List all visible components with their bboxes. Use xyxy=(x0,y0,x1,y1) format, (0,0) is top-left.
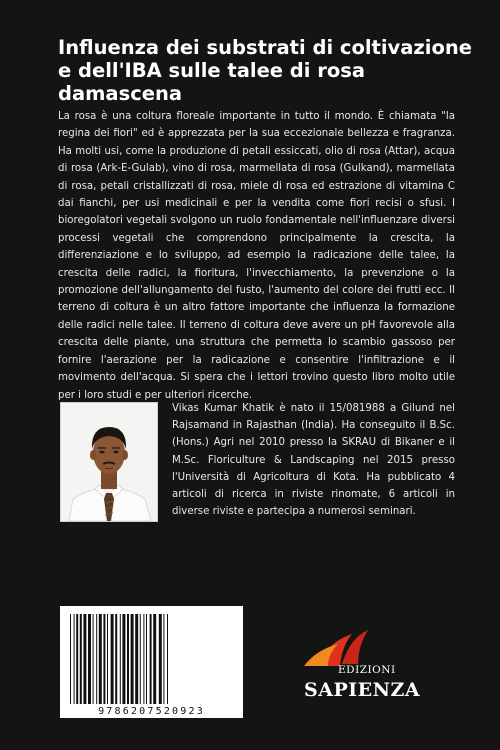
barcode-bar xyxy=(83,614,86,704)
author-bio: Vikas Kumar Khatik è nato il 15/081988 a Gilund nel Rajsamand in Rajasthan (India). Ha conseguito il B.Sc. (Hons.) Agri nel 2010 presso la SKRAU di Bikaner e il M.Sc. Floriculture & Landscaping nel 2015 presso l'Università di Agricoltura di Kota. Ha pubblicato 4 articoli di ricerca in riviste rinomate, 6 articoli in diverse riviste e partecipa a numerosi seminari. xyxy=(172,403,455,518)
isbn-number: 9786207520923 xyxy=(98,706,205,717)
barcode-bar xyxy=(111,614,114,704)
barcode-bar xyxy=(167,614,168,704)
barcode-bar xyxy=(153,614,156,704)
book-title: Influenza dei substrati di coltivazione e dell'IBA sulle talee di rosa damascena xyxy=(58,36,472,105)
barcode-bar xyxy=(80,614,82,704)
barcode-bar xyxy=(146,614,147,704)
barcode-bar xyxy=(96,614,97,704)
barcode-bar xyxy=(163,614,164,704)
barcode-bar xyxy=(115,614,117,704)
barcode-bar xyxy=(70,614,71,704)
barcode-bar xyxy=(143,614,144,704)
isbn-barcode xyxy=(60,606,243,718)
barcode-bar xyxy=(99,614,102,704)
barcode-bar xyxy=(107,614,108,704)
barcode-bar xyxy=(159,614,162,704)
barcode-bar xyxy=(93,614,94,704)
author-photo xyxy=(60,402,158,522)
barcode-bar xyxy=(127,614,129,704)
publisher-name-line1: EDIZIONI xyxy=(338,664,396,676)
barcode-bar xyxy=(140,614,141,704)
publisher-name-line2: SAPIENZA xyxy=(304,679,421,701)
barcode-bar xyxy=(120,614,121,704)
barcode-bar xyxy=(103,614,105,704)
barcode-bar xyxy=(131,614,134,704)
barcode-bar xyxy=(74,614,75,704)
book-description: La rosa è una coltura floreale importante in tutto il mondo. È chiamata "la regina dei fiori" ed è apprezzata per la sua eccezionale bellezza e fragranza. Ha molti usi, come la produzione di petali essiccati, olio di rosa (Attar), acqua di rosa (Ark-E-Gulab), vino di rosa, marmellata di rosa (Gulkand), marmellata di rosa, petali cristallizzati di rosa, miele di rosa ed estrazione di vitamina C dai fianchi, per usi medicinali e per la vendita come fiori recisi o sfusi. I bioregolatori vegetali svolgono un ruolo fondamentale nell'influenzare diversi processi vegetali che comprendono principalmente la crescita, la differenziazione e lo sviluppo, ad esempio la radicazione delle talee, la crescita delle radici, la fioritura, l'invecchiamento, la prevenzione o la promozione dell'allungamento del fusto, l'aumento del colore dei frutti ecc. Il terreno di coltura è un altro fattore importante che influenza la formazione delle radici nelle talee. Il terreno di coltura deve avere un pH favorevole alla crescita delle piante, una struttura che permetta lo scambio gassoso per fornire l'aerazione per la radicazione e consentire l'infiltrazione e il movimento dell'acqua. Si spera che i lettori trovino questo libro molto utile per i loro studi e per ulteriori ricerche. xyxy=(58,111,455,401)
barcode-bar xyxy=(88,614,91,704)
barcode-bar xyxy=(122,614,125,704)
barcode-bar xyxy=(150,614,152,704)
barcode-bar xyxy=(135,614,138,704)
barcode-bar xyxy=(76,614,78,704)
